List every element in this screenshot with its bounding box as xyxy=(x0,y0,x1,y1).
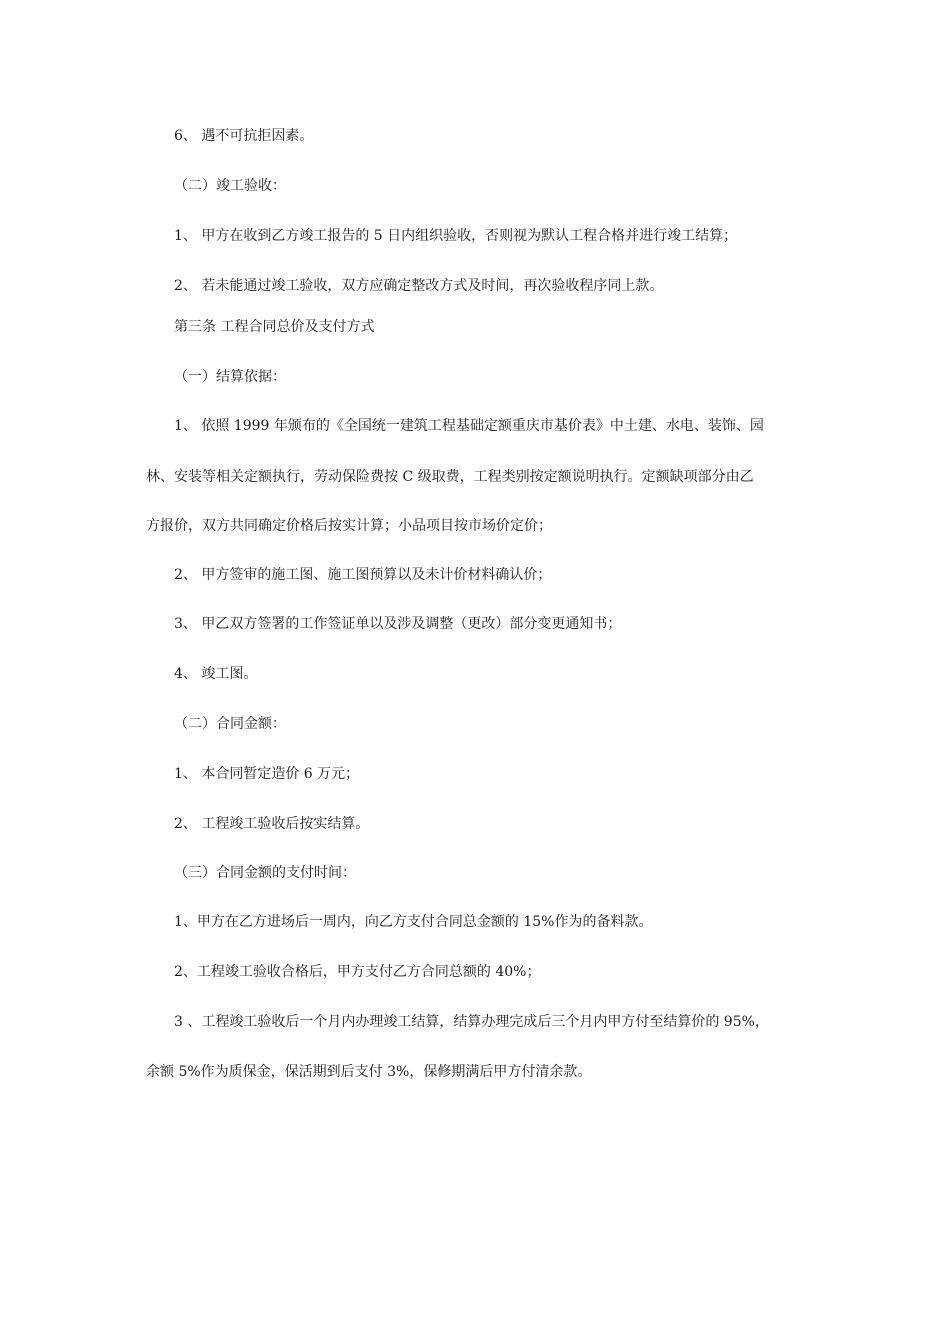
basis-item-3: 3、 甲乙双方签署的工作签证单以及涉及调整（更改）部分变更通知书； xyxy=(174,616,622,632)
acceptance-item-2: 2、 若未能通过竣工验收，双方应确定整改方式及时间，再次验收程序同上款。 xyxy=(174,278,664,294)
amount-item-1: 1、 本合同暂定造价 6 万元； xyxy=(174,766,360,782)
basis-item-1-line-1: 1、 依照 1999 年颁布的《全国统一建筑工程基础定额重庆市基价表》中土建、水电、装饰、园 xyxy=(174,418,764,434)
section-payment-time-heading: （三）合同金额的支付时间： xyxy=(174,865,356,881)
section-contract-amount-heading: （二）合同金额： xyxy=(174,716,286,732)
article-three-heading: 第三条 工程合同总价及支付方式 xyxy=(174,319,375,335)
basis-item-2: 2、 甲方签审的施工图、施工图预算以及未计价材料确认价； xyxy=(174,567,552,583)
section-completion-acceptance-heading: （二）竣工验收： xyxy=(174,178,286,194)
amount-item-2: 2、 工程竣工验收后按实结算。 xyxy=(174,816,370,832)
payment-item-1: 1、甲方在乙方进场后一周内，向乙方支付合同总金额的 15%作为的备料款。 xyxy=(174,914,653,930)
acceptance-item-1: 1、 甲方在收到乙方竣工报告的 5 日内组织验收，否则视为默认工程合格并进行竣工结算； xyxy=(174,228,738,244)
payment-item-3-line-1: 3 、工程竣工验收后一个月内办理竣工结算，结算办理完成后三个月内甲方付至结算价的 95%， xyxy=(174,1014,769,1030)
payment-item-2: 2、工程竣工验收合格后，甲方支付乙方合同总额的 40%； xyxy=(174,964,541,980)
basis-item-1-line-2: 林、安装等相关定额执行，劳动保险费按 C 级取费，工程类别按定额说明执行。定额缺项部分由乙 xyxy=(146,469,754,485)
basis-item-1-line-3: 方报价，双方共同确定价格后按实计算；小品项目按市场价定价； xyxy=(146,518,552,534)
item-6-force-majeure: 6、 遇不可抗拒因素。 xyxy=(174,128,314,144)
payment-item-3-line-2: 余额 5%作为质保金，保活期到后支付 3%，保修期满后甲方付清余款。 xyxy=(146,1064,592,1080)
basis-item-4: 4、 竣工图。 xyxy=(174,666,258,682)
section-settlement-basis-heading: （一）结算依据： xyxy=(174,369,286,385)
